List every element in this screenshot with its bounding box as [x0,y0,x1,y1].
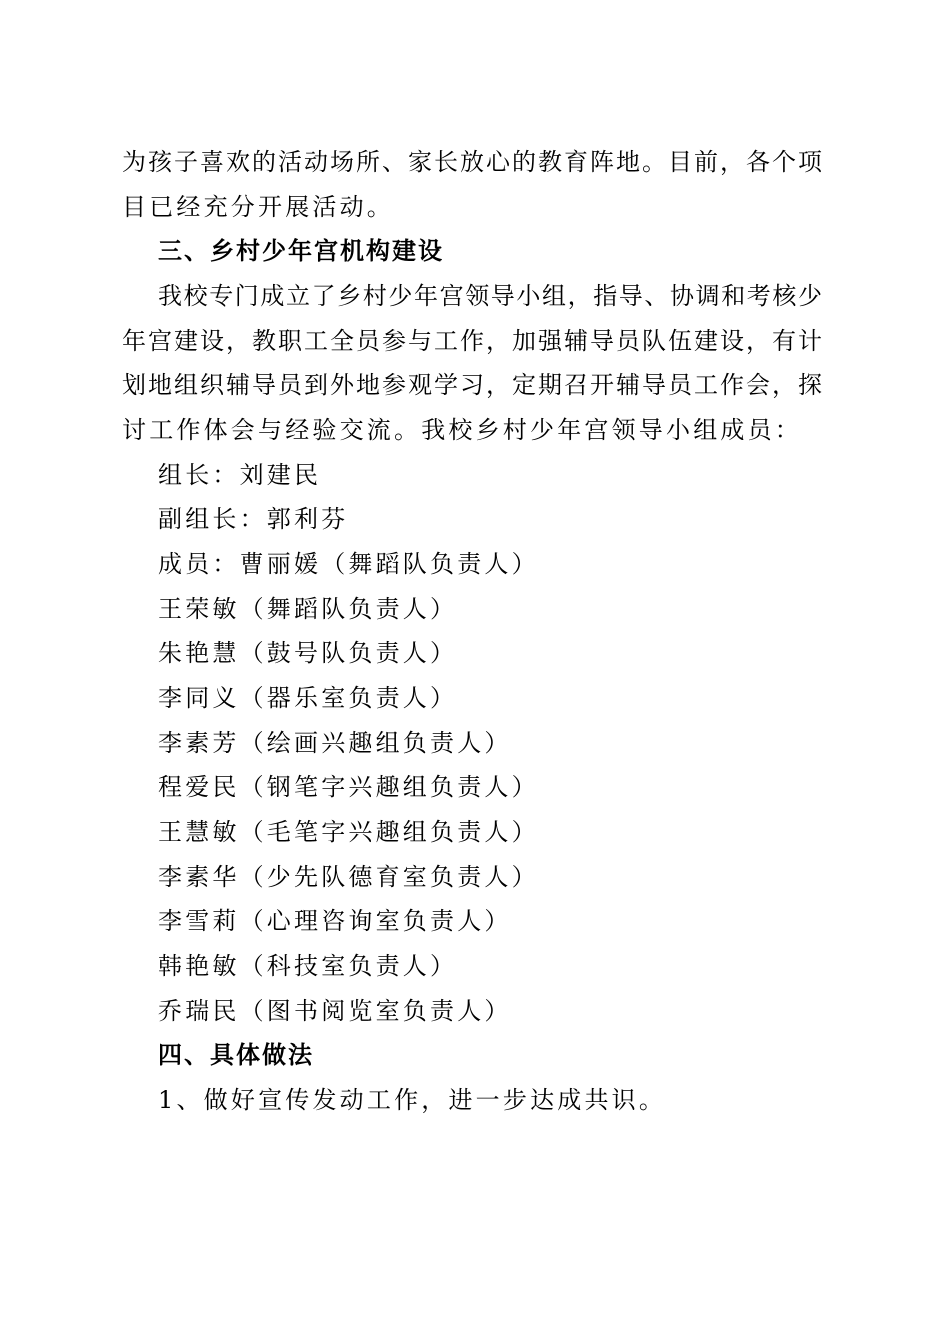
section-heading: 四、具体做法 [158,1041,314,1069]
paragraph-line: 划地组织辅导员到外地参观学习，定期召开辅导员工作会，探 [122,371,822,399]
member-item: 朱艳慧（鼓号队负责人） [158,639,458,667]
member-item: 韩艳敏（科技室负责人） [158,952,458,980]
list-item: 1、做好宣传发动工作，进一步达成共识。 [158,1086,667,1114]
member-item: 王慧敏（毛笔字兴趣组负责人） [158,818,539,846]
paragraph-line: 为孩子喜欢的活动场所、家长放心的教育阵地。目前，各个项 [122,148,822,176]
member-item: 李同义（器乐室负责人） [158,684,458,712]
paragraph-line: 年宫建设，教职工全员参与工作，加强辅导员队伍建设，有计 [122,327,822,355]
paragraph-line: 我校专门成立了乡村少年宫领导小组，指导、协调和考核少 [158,282,822,310]
member-item: 乔瑞民（图书阅览室负责人） [158,997,512,1025]
paragraph-line: 目已经充分开展活动。 [122,193,394,221]
member-item: 李素芳（绘画兴趣组负责人） [158,729,512,757]
member-item: 成员：曹丽媛（舞蹈队负责人） [158,550,539,578]
member-item: 程爱民（钢笔字兴趣组负责人） [158,773,539,801]
member-item: 李素华（少先队德育室负责人） [158,863,539,891]
paragraph-line: 讨工作体会与经验交流。我校乡村少年宫领导小组成员： [122,416,802,444]
member-item: 王荣敏（舞蹈队负责人） [158,595,458,623]
member-item: 组长：刘建民 [158,461,322,489]
member-item: 李雪莉（心理咨询室负责人） [158,907,512,935]
member-item: 副组长：郭利芬 [158,505,349,533]
section-heading: 三、乡村少年宫机构建设 [158,237,444,265]
